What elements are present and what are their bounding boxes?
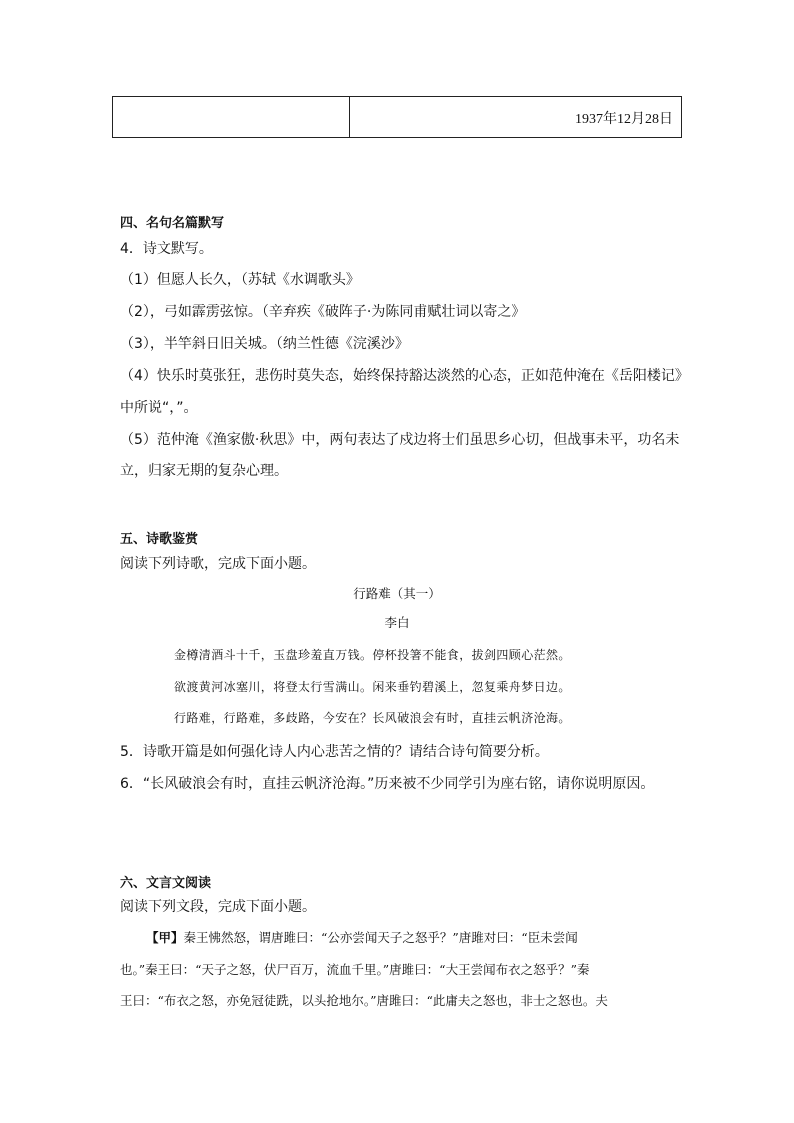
poem-line-1: 金樽清酒斗十千，玉盘珍羞直万钱。停杯投箸不能食，拔剑四顾心茫然。 bbox=[174, 648, 571, 662]
top-table bbox=[112, 96, 682, 138]
item-3: （3），半竿斜日旧关城。（纳兰性德《浣溪沙》 bbox=[120, 336, 409, 352]
passage-text-1: 秦王怫然怒，谓唐雎曰：“公亦尝闻天子之怒乎？”唐雎对曰：“臣未尝闻 bbox=[183, 930, 578, 945]
poem-line-3: 行路难，行路难，多歧路，今安在？长风破浪会有时，直挂云帆济沧海。 bbox=[174, 711, 571, 725]
section4-heading: 四、名句名篇默写 bbox=[120, 216, 225, 231]
table-date-cell: 1937年12月28日 bbox=[575, 112, 673, 127]
question-5: 5．诗歌开篇是如何强化诗人内心悲苦之情的？请结合诗句简要分析。 bbox=[120, 744, 549, 760]
section6-intro: 阅读下列文段，完成下面小题。 bbox=[120, 899, 316, 915]
section5-intro: 阅读下列诗歌，完成下面小题。 bbox=[120, 556, 316, 572]
table-divider bbox=[349, 97, 350, 137]
item-4-cont: 中所说“，”。 bbox=[120, 400, 198, 416]
poem-author: 李白 bbox=[384, 615, 410, 630]
passage-line-1 bbox=[146, 928, 578, 946]
item-5-cont: 立，归家无期的复杂心理。 bbox=[120, 463, 288, 479]
item-2: （2），弓如霹雳弦惊。（辛弃疾《破阵子·为陈同甫赋壮词以寄之》 bbox=[120, 304, 526, 320]
passage-label: 【甲】 bbox=[146, 930, 184, 945]
item-5: （5）范仲淹《渔家傲·秋思》中，两句表达了戍边将士们虽思乡心切，但战事未平，功名未 bbox=[120, 432, 680, 448]
item-1: （1）但愿人长久，（苏轼《水调歌头》 bbox=[120, 272, 360, 288]
passage-line-3: 王曰：“布衣之怒，亦免冠徒跣，以头抢地尔。”唐雎曰：“此庸夫之怒也，非士之怒也。夫 bbox=[120, 993, 608, 1008]
poem-title: 行路难（其一） bbox=[353, 586, 441, 601]
question-4: 4．诗文默写。 bbox=[120, 241, 213, 257]
section5-heading: 五、诗歌鉴赏 bbox=[120, 532, 199, 547]
question-6: 6．“长风破浪会有时，直挂云帆济沧海。”历来被不少同学引为座右铭，请你说明原因。 bbox=[120, 776, 655, 792]
poem-line-2: 欲渡黄河冰塞川，将登太行雪满山。闲来垂钓碧溪上，忽复乘舟梦日边。 bbox=[174, 680, 571, 694]
section6-heading: 六、文言文阅读 bbox=[120, 876, 212, 891]
passage-line-2: 也。”秦王曰：“天子之怒，伏尸百万，流血千里。”唐雎曰：“大王尝闻布衣之怒乎？”秦 bbox=[120, 962, 590, 977]
item-4: （4）快乐时莫张狂，悲伤时莫失态，始终保持豁达淡然的心态，正如范仲淹在《岳阳楼记》 bbox=[120, 368, 689, 384]
